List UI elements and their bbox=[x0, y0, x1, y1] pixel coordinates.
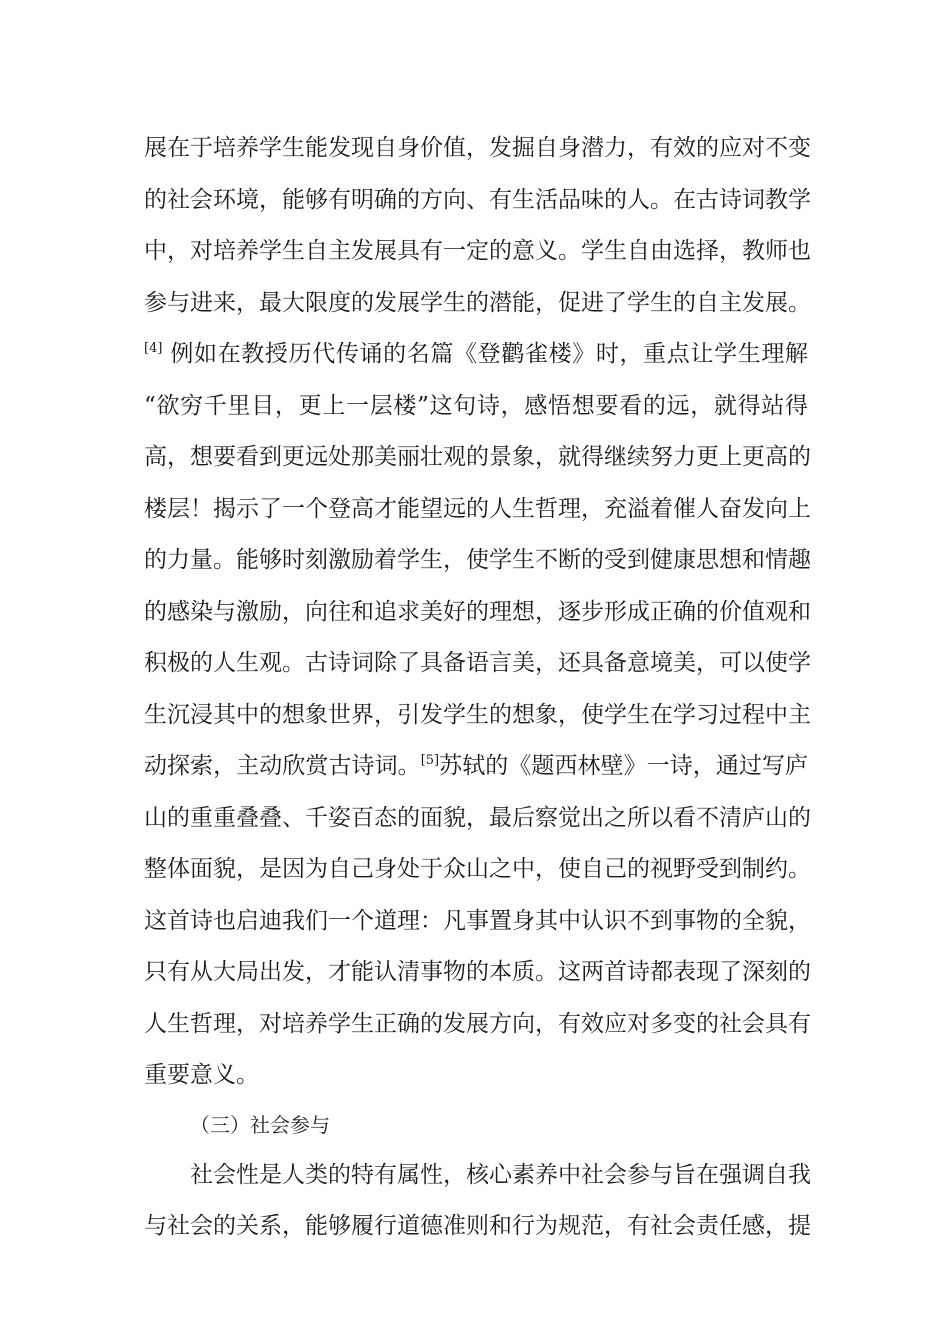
body-text-line: 积极的人生观。古诗词除了具备语言美，还具备意境美，可以使学 bbox=[144, 650, 811, 676]
body-text-line: 的社会环境，能够有明确的方向、有生活品味的人。在古诗词教学 bbox=[144, 187, 811, 213]
body-text-line: 的感染与激励，向往和追求美好的理想，逐步形成正确的价值观和 bbox=[144, 599, 811, 625]
body-text-line: “欲穷千里目，更上一层楼”这句诗，感悟想要看的远，就得站得 bbox=[144, 393, 808, 419]
body-text-line: 的力量。能够时刻激励着学生，使学生不断的受到健康思想和情趣 bbox=[144, 547, 811, 573]
body-text-line: 整体面貌，是因为自己身处于众山之中，使自己的视野受到制约。 bbox=[144, 856, 811, 882]
line-text: 动探索，主动欣赏古诗词。 bbox=[144, 753, 421, 779]
body-text-line: 社会性是人类的特有属性，核心素养中社会参与旨在强调自我 bbox=[190, 1162, 811, 1188]
body-text-line: 重要意义。 bbox=[144, 1062, 259, 1088]
body-text-line: 这首诗也启迪我们一个道理：凡事置身其中认识不到事物的全貌， bbox=[144, 908, 811, 934]
body-text-line: 人生哲理，对培养学生正确的发展方向，有效应对多变的社会具有 bbox=[144, 1011, 811, 1037]
body-text-line: 只有从大局出发，才能认清事物的本质。这两首诗都表现了深刻的 bbox=[144, 959, 811, 985]
body-text-line bbox=[144, 339, 808, 369]
body-text-line bbox=[144, 751, 808, 781]
citation-5: [5] bbox=[420, 753, 440, 768]
body-text-line: 参与进来，最大限度的发展学生的潜能，促进了学生的自主发展。 bbox=[144, 290, 811, 316]
body-text-line: 与社会的关系，能够履行道德准则和行为规范，有社会责任感，提 bbox=[144, 1213, 811, 1239]
line-text: 苏轼的《题西林壁》一诗，通过写庐 bbox=[439, 753, 809, 779]
citation-4: [4] bbox=[144, 341, 163, 356]
body-text-line: 生沉浸其中的想象世界，引发学生的想象，使学生在学习过程中主 bbox=[144, 702, 811, 728]
line-text: 例如在教授历代传诵的名篇《登鹳雀楼》时，重点让学生理解 bbox=[162, 341, 808, 367]
body-text-line: 楼层！揭示了一个登高才能望远的人生哲理，充溢着催人奋发向上 bbox=[144, 496, 811, 522]
body-text-line: 中，对培养学生自主发展具有一定的意义。学生自由选择，教师也 bbox=[144, 238, 811, 264]
section-heading: （三）社会参与 bbox=[190, 1113, 330, 1137]
body-text-line: 高，想要看到更远处那美丽壮观的景象，就得继续努力更上更高的 bbox=[144, 444, 811, 470]
body-text-line: 山的重重叠叠、千姿百态的面貌，最后察觉出之所以看不清庐山的 bbox=[144, 805, 811, 831]
body-text-line: 展在于培养学生能发现自身价值，发掘自身潜力，有效的应对不变 bbox=[144, 135, 811, 161]
